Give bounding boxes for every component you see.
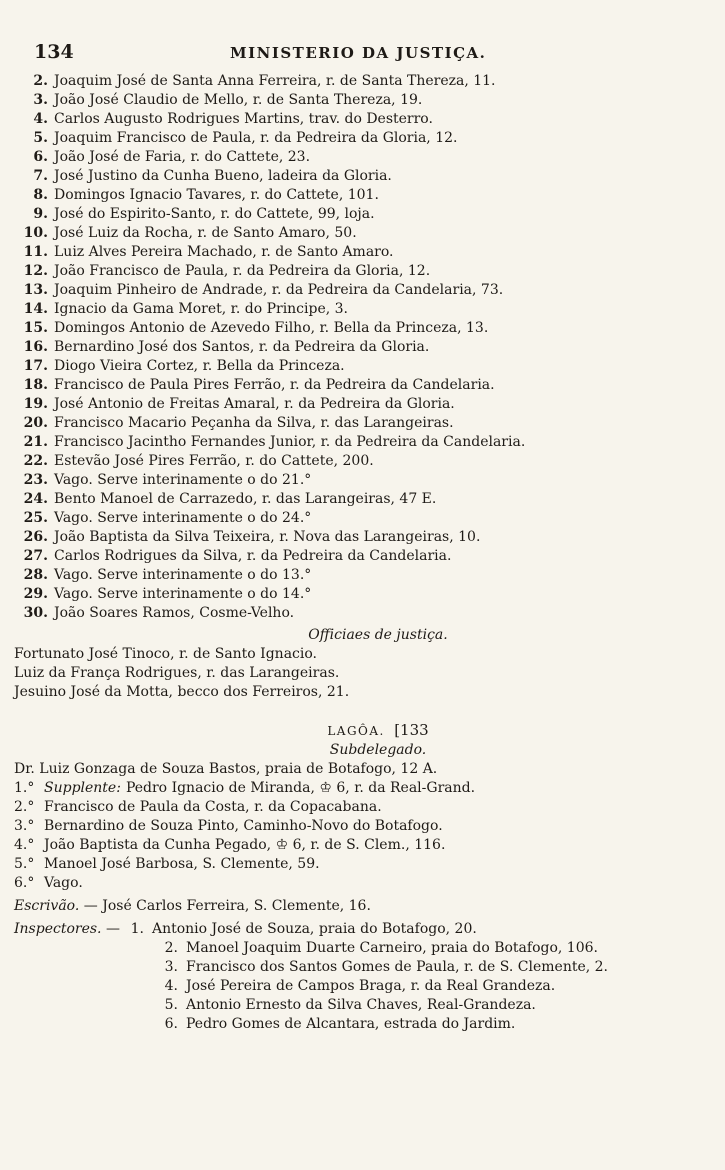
list-item xyxy=(0,300,708,319)
entry-number: 6. xyxy=(33,149,48,165)
list-item xyxy=(0,547,708,566)
inspector-text: José Pereira de Campos Braga, r. da Real Grandeza. xyxy=(186,978,556,994)
list-item xyxy=(0,566,708,585)
entry-number: 15. xyxy=(23,320,48,336)
supplente-ordinal: 5.° xyxy=(14,856,35,872)
page-number: 134 xyxy=(34,41,74,63)
supplente-text: Francisco de Paula da Costa, r. da Copacabana. xyxy=(44,799,382,815)
inspector-item xyxy=(14,958,708,977)
entry-text: Vago. Serve interinamente o do 21.° xyxy=(54,472,312,488)
list-item xyxy=(0,528,708,547)
supplente-ordinal: 6.° xyxy=(14,875,35,891)
entry-number: 10. xyxy=(23,225,48,241)
list-item xyxy=(0,262,708,281)
escrivao-entry xyxy=(14,897,708,916)
list-item xyxy=(0,509,708,528)
supplente-text: Manoel José Barbosa, S. Clemente, 59. xyxy=(44,856,320,872)
inspector-text: Pedro Gomes de Alcantara, estrada do Jardim. xyxy=(186,1016,516,1032)
list-item xyxy=(0,167,708,186)
official-item: Jesuino José da Motta, becco dos Ferreiros, 21. xyxy=(14,684,350,700)
supplente-item xyxy=(14,855,708,874)
list-item xyxy=(0,224,708,243)
inspector-number: 1. xyxy=(130,921,144,937)
entry-text: João Soares Ramos, Cosme-Velho. xyxy=(54,605,295,621)
dash-separator: — xyxy=(101,921,120,937)
entry-number: 13. xyxy=(23,282,48,298)
supplente-text: Bernardino de Souza Pinto, Caminho-Novo do Botafogo. xyxy=(44,818,443,834)
list-item xyxy=(0,376,708,395)
entry-number: 20. xyxy=(23,415,48,431)
inspector-item xyxy=(14,1015,708,1034)
list-item xyxy=(0,72,708,91)
list-item xyxy=(0,433,708,452)
entry-text: Carlos Rodrigues da Silva, r. da Pedreira da Candelaria. xyxy=(54,548,452,564)
entry-text: Bernardino José dos Santos, r. da Pedreira da Gloria. xyxy=(54,339,430,355)
entry-number: 23. xyxy=(23,472,48,488)
supplente-item xyxy=(14,836,708,855)
entry-text: Domingos Ignacio Tavares, r. do Cattete, 101. xyxy=(54,187,379,203)
inspector-text: Antonio Ernesto da Silva Chaves, Real-Grandeza. xyxy=(186,997,536,1013)
list-item xyxy=(0,205,708,224)
entry-text: Vago. Serve interinamente o do 13.° xyxy=(54,567,312,583)
official-item: Fortunato José Tinoco, r. de Santo Ignacio. xyxy=(14,646,317,662)
supplente-text: Pedro Ignacio de Miranda, ♔ 6, r. da Real-Grand. xyxy=(125,780,476,796)
entry-text: João Baptista da Silva Teixeira, r. Nova das Larangeiras, 10. xyxy=(54,529,481,545)
list-item xyxy=(0,471,708,490)
entry-text: Vago. Serve interinamente o do 24.° xyxy=(54,510,312,526)
entry-number: 7. xyxy=(33,168,48,184)
list-item xyxy=(0,281,708,300)
supplente-ordinal: 3.° xyxy=(14,818,35,834)
inspectores-label: Inspectores. xyxy=(14,921,102,937)
entry-text: Luiz Alves Pereira Machado, r. de Santo Amaro. xyxy=(54,244,394,260)
entry-text: Ignacio da Gama Moret, r. do Principe, 3. xyxy=(54,301,349,317)
inspector-item xyxy=(14,977,708,996)
supplente-ordinal: 4.° xyxy=(14,837,35,853)
list-item xyxy=(0,243,708,262)
locality-number: [133 xyxy=(394,721,429,739)
official-item: Luiz da França Rodrigues, r. das Larangeiras. xyxy=(14,665,340,681)
entry-text: José Justino da Cunha Bueno, ladeira da Gloria. xyxy=(54,168,392,184)
escrivao-label: Escrivão. xyxy=(14,898,80,914)
entry-number: 30. xyxy=(23,605,48,621)
list-item xyxy=(0,395,708,414)
entry-number: 5. xyxy=(33,130,48,146)
entry-number: 3. xyxy=(33,92,48,108)
inspector-item xyxy=(14,939,708,958)
list-item xyxy=(0,148,708,167)
inspector-number: 5. xyxy=(164,997,178,1013)
officials-title: Officiaes de justiça. xyxy=(308,627,448,643)
inspector-list xyxy=(23,72,708,623)
supplente-ordinal: 2.° xyxy=(14,799,35,815)
entry-text: Francisco Jacintho Fernandes Junior, r. da Pedreira da Candelaria. xyxy=(54,434,526,450)
page-header xyxy=(34,41,694,65)
entry-number: 8. xyxy=(33,187,48,203)
entry-text: José Luiz da Rocha, r. de Santo Amaro, 50. xyxy=(54,225,357,241)
entry-number: 24. xyxy=(23,491,48,507)
list-item xyxy=(0,338,708,357)
entry-number: 25. xyxy=(23,510,48,526)
entry-text: Domingos Antonio de Azevedo Filho, r. Bella da Princeza, 13. xyxy=(54,320,489,336)
supplente-item xyxy=(14,874,708,893)
entry-number: 12. xyxy=(23,263,48,279)
inspector-text: Manoel Joaquim Duarte Carneiro, praia do Botafogo, 106. xyxy=(186,940,598,956)
entry-number: 26. xyxy=(23,529,48,545)
list-item xyxy=(0,357,708,376)
running-head: MINISTERIO DA JUSTIÇA. xyxy=(230,44,487,62)
list-item xyxy=(0,91,708,110)
entry-text: Francisco Macario Peçanha da Silva, r. das Larangeiras. xyxy=(54,415,454,431)
entry-text: Carlos Augusto Rodrigues Martins, trav. do Desterro. xyxy=(54,111,433,127)
entry-text: João Francisco de Paula, r. da Pedreira da Gloria, 12. xyxy=(54,263,431,279)
supplentes-list xyxy=(14,779,708,893)
supplente-text: João Baptista da Cunha Pegado, ♔ 6, r. de S. Clem., 116. xyxy=(44,837,446,853)
list-item xyxy=(0,186,708,205)
list-item xyxy=(0,585,708,604)
inspector-number: 4. xyxy=(164,978,178,994)
entry-text: Joaquim José de Santa Anna Ferreira, r. de Santa Thereza, 11. xyxy=(54,73,496,89)
supplente-item xyxy=(14,779,708,798)
list-item xyxy=(0,452,708,471)
list-item xyxy=(0,604,708,623)
supplente-item xyxy=(14,798,708,817)
locality-name: LAGÔA. xyxy=(327,724,385,738)
subdelegado-title: Subdelegado. xyxy=(329,742,427,758)
inspector-number: 6. xyxy=(164,1016,178,1032)
list-item xyxy=(0,110,708,129)
entry-text: João José de Faria, r. do Cattete, 23. xyxy=(54,149,311,165)
entry-text: João José Claudio de Mello, r. de Santa Thereza, 19. xyxy=(54,92,423,108)
entry-number: 17. xyxy=(23,358,48,374)
inspector-number: 3. xyxy=(164,959,178,975)
officials-list xyxy=(14,645,708,702)
list-item xyxy=(0,414,708,433)
entry-number: 19. xyxy=(23,396,48,412)
list-item xyxy=(0,129,708,148)
entry-text: José do Espirito-Santo, r. do Cattete, 99, loja. xyxy=(54,206,375,222)
entry-number: 29. xyxy=(23,586,48,602)
entry-number: 18. xyxy=(23,377,48,393)
inspector-number: 2. xyxy=(164,940,178,956)
inspector-text: Francisco dos Santos Gomes de Paula, r. de S. Clemente, 2. xyxy=(186,959,609,975)
entry-number: 11. xyxy=(23,244,48,260)
inspectores-list xyxy=(14,920,708,1034)
list-item xyxy=(0,490,708,509)
entry-number: 27. xyxy=(23,548,48,564)
entry-number: 2. xyxy=(33,73,48,89)
list-item xyxy=(0,319,708,338)
entry-text: Estevão José Pires Ferrão, r. do Cattete, 200. xyxy=(54,453,374,469)
entry-number: 9. xyxy=(33,206,48,222)
locality-heading xyxy=(48,720,708,740)
inspector-item xyxy=(14,996,708,1015)
inspector-item xyxy=(14,920,708,939)
entry-text: Joaquim Pinheiro de Andrade, r. da Pedreira da Candelaria, 73. xyxy=(54,282,504,298)
entry-number: 28. xyxy=(23,567,48,583)
entry-number: 21. xyxy=(23,434,48,450)
supplente-item xyxy=(14,817,708,836)
content-list xyxy=(14,72,708,1034)
entry-number: 16. xyxy=(23,339,48,355)
escrivao-text: — José Carlos Ferreira, S. Clemente, 16. xyxy=(83,898,371,914)
entry-number: 14. xyxy=(23,301,48,317)
supplente-label: Supplente: xyxy=(44,780,121,796)
entry-number: 22. xyxy=(23,453,48,469)
entry-text: Joaquim Francisco de Paula, r. da Pedreira da Gloria, 12. xyxy=(54,130,458,146)
entry-text: José Antonio de Freitas Amaral, r. da Pedreira da Gloria. xyxy=(54,396,455,412)
entry-text: Diogo Vieira Cortez, r. Bella da Princeza. xyxy=(54,358,345,374)
inspector-text: Antonio José de Souza, praia do Botafogo, 20. xyxy=(151,921,477,937)
entry-text: Bento Manoel de Carrazedo, r. das Larangeiras, 47 E. xyxy=(54,491,437,507)
entry-number: 4. xyxy=(33,111,48,127)
entry-text: Vago. Serve interinamente o do 14.° xyxy=(54,586,312,602)
entry-text: Francisco de Paula Pires Ferrão, r. da Pedreira da Candelaria. xyxy=(54,377,495,393)
supplente-ordinal: 1.° xyxy=(14,780,35,796)
supplente-text: Vago. xyxy=(44,875,83,891)
subdelegado-entry: Dr. Luiz Gonzaga de Souza Bastos, praia de Botafogo, 12 A. xyxy=(14,761,438,777)
